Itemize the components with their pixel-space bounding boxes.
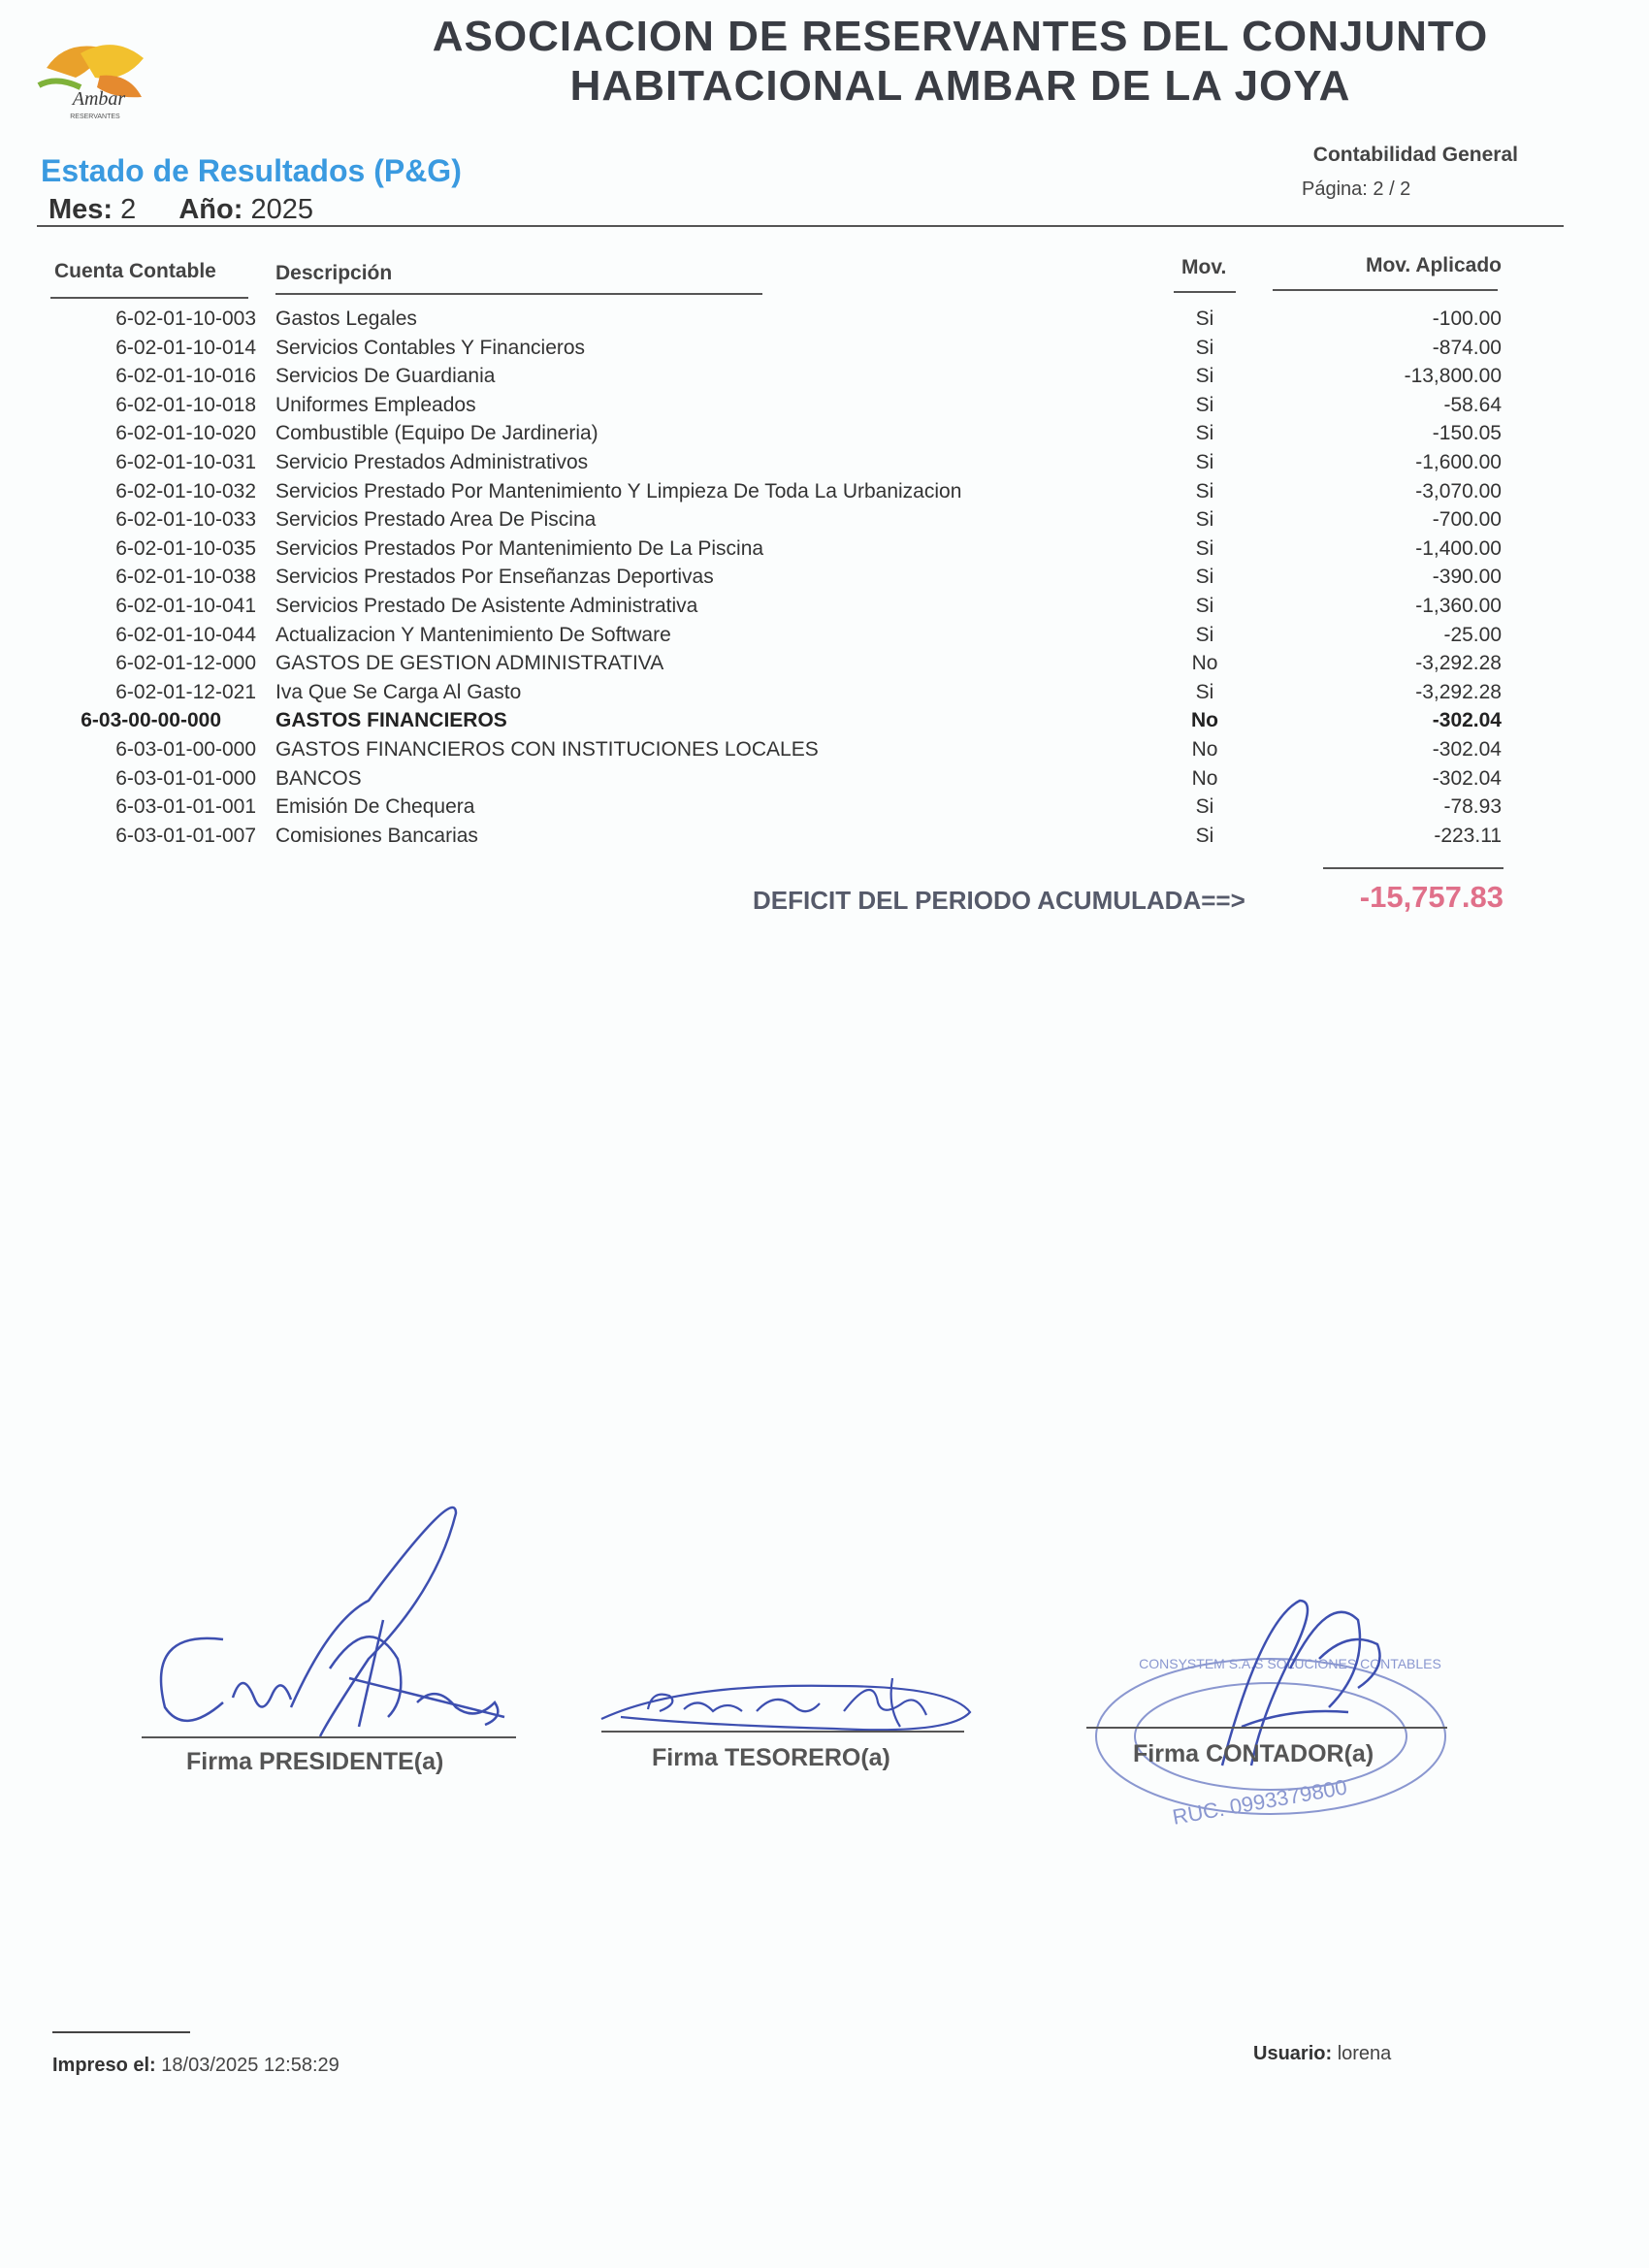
account-code: 6-02-01-12-000: [115, 652, 256, 675]
movement-flag: Si: [1195, 393, 1214, 416]
movement-flag: Si: [1195, 566, 1214, 589]
account-code: 6-02-01-10-035: [115, 536, 256, 560]
account-description: GASTOS FINANCIEROS: [275, 709, 507, 732]
signature-area: [0, 1474, 1649, 1882]
account-code: 6-02-01-10-031: [115, 450, 256, 473]
period-deficit-value: -15,757.83: [1359, 880, 1504, 914]
account-code: 6-02-01-10-016: [115, 365, 256, 388]
account-code: 6-03-01-01-001: [115, 795, 256, 819]
applied-amount: -150.05: [1432, 422, 1502, 445]
report-period: [48, 194, 313, 226]
ledger-table-body: [0, 308, 1649, 853]
applied-amount: -700.00: [1432, 508, 1502, 532]
period-deficit-label: DEFICIT DEL PERIODO ACUMULADA==>: [753, 886, 1245, 915]
table-row: [0, 595, 1649, 624]
account-description: Gastos Legales: [275, 308, 417, 330]
user-value: lorena: [1337, 2043, 1392, 2064]
movement-flag: No: [1191, 709, 1218, 732]
account-description: GASTOS FINANCIEROS CON INSTITUCIONES LOCALES: [275, 737, 819, 761]
module-name: Contabilidad General: [1312, 144, 1518, 166]
applied-amount: -302.04: [1432, 709, 1502, 732]
report-title: Estado de Resultados (P&G): [41, 153, 462, 188]
applied-amount: -302.04: [1432, 737, 1502, 761]
accountant-signature-label: Firma CONTADOR(a): [1133, 1740, 1374, 1767]
account-description: Emisión De Chequera: [275, 795, 475, 819]
movement-flag: Si: [1195, 508, 1214, 532]
movement-flag: Si: [1195, 594, 1214, 617]
account-description: Servicio Prestados Administrativos: [275, 450, 589, 473]
association-logo: [27, 29, 163, 122]
applied-amount: -1,600.00: [1415, 450, 1502, 473]
column-underline: [275, 293, 762, 295]
account-description: Servicios Prestado Area De Piscina: [275, 508, 597, 532]
table-row: [0, 537, 1649, 567]
applied-amount: -3,292.28: [1415, 652, 1502, 675]
applied-amount: -302.04: [1432, 766, 1502, 790]
account-code: 6-02-01-10-044: [115, 623, 256, 646]
applied-amount: -3,292.28: [1415, 680, 1502, 703]
applied-amount: -58.64: [1443, 393, 1502, 416]
applied-amount: -874.00: [1432, 336, 1502, 359]
account-description: Actualizacion Y Mantenimiento De Software: [275, 623, 671, 646]
logo-text: Ambar: [72, 88, 126, 110]
movement-flag: No: [1191, 766, 1218, 790]
signature-line: [142, 1736, 516, 1738]
header-divider: [37, 225, 1564, 227]
account-description: Servicios Contables Y Financieros: [275, 336, 586, 359]
account-description: Combustible (Equipo De Jardineria): [275, 422, 598, 445]
treasurer-signature-label: Firma TESORERO(a): [652, 1744, 890, 1771]
applied-amount: -100.00: [1432, 308, 1502, 330]
column-underline: [1273, 289, 1498, 291]
total-divider: [1323, 867, 1504, 869]
organization-name-line1: ASOCIACION DE RESERVANTES DEL CONJUNTO: [432, 14, 1489, 52]
year-value: 2025: [250, 194, 313, 225]
month-label: Mes:: [48, 194, 113, 225]
signature-line: [1086, 1727, 1447, 1729]
table-row: [0, 681, 1649, 710]
applied-amount: -78.93: [1443, 795, 1502, 819]
column-header-description: Descripción: [275, 262, 393, 284]
signature-line: [601, 1731, 964, 1733]
account-code: 6-02-01-10-032: [115, 479, 256, 502]
table-row: [0, 394, 1649, 423]
printed-label: Impreso el:: [52, 2055, 156, 2076]
column-underline: [50, 297, 248, 299]
movement-flag: Si: [1195, 795, 1214, 819]
page-number: Página: 2 / 2: [1302, 178, 1411, 200]
table-row: [0, 422, 1649, 451]
movement-flag: Si: [1195, 450, 1214, 473]
logo-subtext: RESERVANTES: [70, 113, 120, 120]
movement-flag: Si: [1195, 680, 1214, 703]
account-code: 6-03-01-01-000: [115, 766, 256, 790]
account-description: Servicios De Guardiania: [275, 365, 496, 388]
account-description: Comisiones Bancarias: [275, 824, 478, 847]
account-code: 6-02-01-10-020: [115, 422, 256, 445]
movement-flag: Si: [1195, 479, 1214, 502]
table-row-group-header: [0, 709, 1649, 738]
printed-timestamp: [52, 2055, 340, 2077]
printed-user: [1253, 2043, 1391, 2065]
movement-flag: Si: [1195, 824, 1214, 847]
applied-amount: -223.11: [1434, 824, 1502, 847]
movement-flag: No: [1191, 737, 1218, 761]
account-description: Uniformes Empleados: [275, 393, 476, 416]
user-label: Usuario:: [1253, 2043, 1333, 2064]
footer-divider: [52, 2031, 190, 2033]
column-underline: [1174, 291, 1236, 293]
movement-flag: Si: [1195, 422, 1214, 445]
account-code: 6-02-01-10-003: [115, 308, 256, 330]
stamp-text: CONSYSTEM S.A.S SOLUCIONES CONTABLES: [1139, 1656, 1441, 1671]
account-code: 6-03-00-00-000: [81, 709, 221, 732]
movement-flag: Si: [1195, 623, 1214, 646]
account-code: 6-02-01-12-021: [115, 680, 256, 703]
account-code: 6-03-01-00-000: [115, 737, 256, 761]
applied-amount: -3,070.00: [1415, 479, 1502, 502]
table-row: [0, 624, 1649, 653]
account-code: 6-03-01-01-007: [115, 824, 256, 847]
table-row: [0, 365, 1649, 394]
account-description: Servicios Prestados Por Enseñanzas Deportivas: [275, 566, 714, 589]
table-row: [0, 480, 1649, 509]
organization-name-line2: HABITACIONAL AMBAR DE LA JOYA: [569, 62, 1351, 110]
president-signature: [161, 1507, 504, 1736]
table-row: [0, 738, 1649, 767]
column-header-applied: Mov. Aplicado: [1365, 254, 1502, 276]
account-description: Iva Que Se Carga Al Gasto: [275, 680, 522, 703]
table-row: [0, 652, 1649, 681]
table-row: [0, 508, 1649, 537]
movement-flag: Si: [1195, 336, 1214, 359]
president-signature-label: Firma PRESIDENTE(a): [186, 1748, 444, 1775]
movement-flag: Si: [1195, 308, 1214, 330]
applied-amount: -1,400.00: [1415, 536, 1502, 560]
account-description: Servicios Prestado Por Mantenimiento Y Limpieza De Toda La Urbanizacion: [275, 479, 962, 502]
account-code: 6-02-01-10-014: [115, 336, 256, 359]
applied-amount: -1,360.00: [1415, 594, 1502, 617]
column-header-mov: Mov.: [1181, 256, 1227, 278]
year-label: Año:: [178, 194, 243, 225]
movement-flag: Si: [1195, 365, 1214, 388]
movement-flag: No: [1191, 652, 1218, 675]
applied-amount: -13,800.00: [1404, 365, 1502, 388]
applied-amount: -25.00: [1443, 623, 1502, 646]
applied-amount: -390.00: [1432, 566, 1502, 589]
treasurer-signature: [601, 1678, 970, 1730]
table-row: [0, 566, 1649, 595]
account-description: BANCOS: [275, 766, 362, 790]
account-code: 6-02-01-10-018: [115, 393, 256, 416]
printed-value: 18/03/2025 12:58:29: [161, 2055, 340, 2076]
account-description: Servicios Prestados Por Mantenimiento De La Piscina: [275, 536, 764, 560]
account-code: 6-02-01-10-033: [115, 508, 256, 532]
account-code: 6-02-01-10-041: [115, 594, 256, 617]
table-row: [0, 795, 1649, 825]
table-row: [0, 825, 1649, 854]
account-code: 6-02-01-10-038: [115, 566, 256, 589]
stamp-ruc: RUC. 0993379800: [1170, 1774, 1349, 1830]
table-row: [0, 337, 1649, 366]
account-description: GASTOS DE GESTION ADMINISTRATIVA: [275, 652, 664, 675]
table-row: [0, 767, 1649, 796]
movement-flag: Si: [1195, 536, 1214, 560]
table-row: [0, 451, 1649, 480]
account-description: Servicios Prestado De Asistente Administrativa: [275, 594, 698, 617]
column-header-account: Cuenta Contable: [54, 260, 216, 282]
table-row: [0, 308, 1649, 337]
month-value: 2: [120, 194, 137, 225]
